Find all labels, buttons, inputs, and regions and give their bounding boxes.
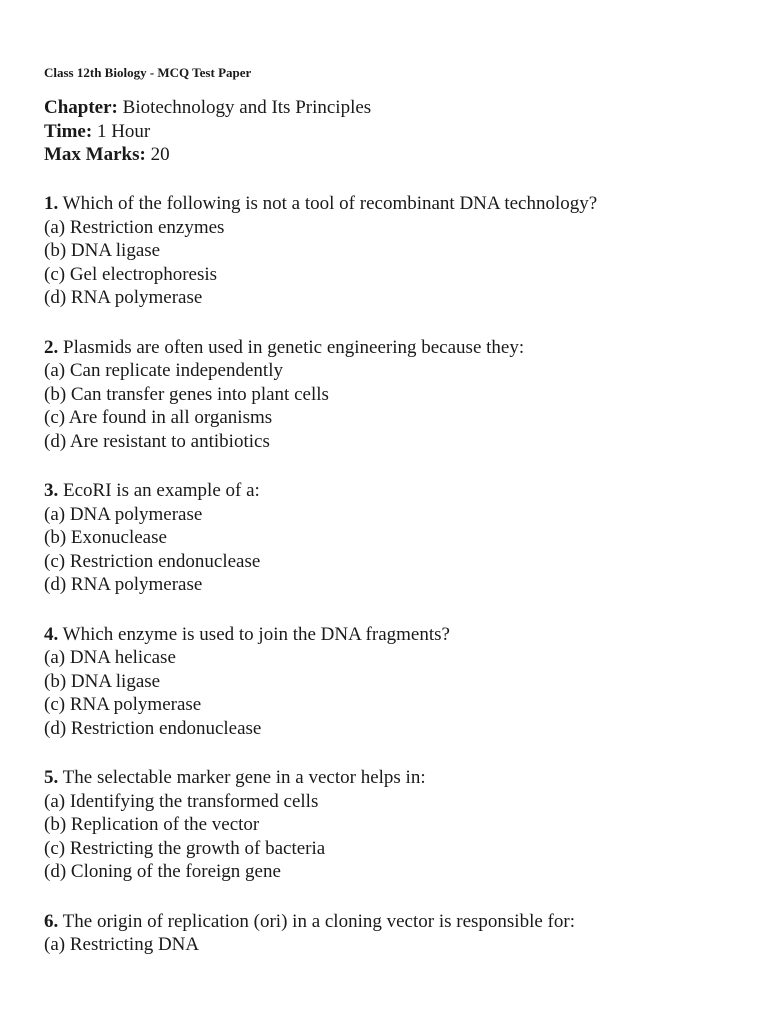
question-text xyxy=(44,192,744,216)
time-label: Time: xyxy=(44,120,93,142)
question-stem: EcoRI is an example of a: xyxy=(58,480,260,501)
question-number: 2. xyxy=(44,336,59,358)
question-3 xyxy=(44,479,744,597)
option-a: (a) Restriction enzymes xyxy=(44,216,225,238)
question-text xyxy=(44,479,744,503)
question-number: 5. xyxy=(44,767,59,788)
option-a: (a) DNA polymerase xyxy=(44,503,203,525)
document-page xyxy=(44,64,744,983)
option-a: (a) Restricting DNA xyxy=(44,934,200,955)
time-value: 1 Hour xyxy=(92,120,151,142)
option-c: (c) Restricting the growth of bacteria xyxy=(44,837,326,859)
question-stem: Plasmids are often used in genetic engineering because they: xyxy=(58,336,525,358)
chapter-label: Chapter: xyxy=(44,97,118,118)
time-line xyxy=(44,120,744,144)
question-number: 3. xyxy=(44,480,59,501)
question-text xyxy=(44,336,744,360)
option-d: (d) RNA polymerase xyxy=(44,574,203,595)
option-c: (c) Are found in all organisms xyxy=(44,407,273,428)
option-a: (a) Can replicate independently xyxy=(44,360,283,381)
question-6 xyxy=(44,910,744,957)
question-text xyxy=(44,766,744,790)
question-stem: The origin of replication (ori) in a cloning vector is responsible for: xyxy=(58,910,575,932)
chapter-line xyxy=(44,96,744,120)
question-5 xyxy=(44,766,744,884)
question-number: 4. xyxy=(44,623,59,645)
question-text xyxy=(44,910,744,934)
option-c: (c) RNA polymerase xyxy=(44,694,202,715)
option-a: (a) DNA helicase xyxy=(44,647,176,668)
question-text xyxy=(44,623,744,647)
paper-details xyxy=(44,96,744,167)
option-c: (c) Gel electrophoresis xyxy=(44,263,218,285)
option-c: (c) Restriction endonuclease xyxy=(44,550,261,572)
question-1 xyxy=(44,192,744,310)
question-stem: Which of the following is not a tool of recombinant DNA technology? xyxy=(58,193,598,214)
option-d: (d) RNA polymerase xyxy=(44,287,203,308)
option-b: (b) Exonuclease xyxy=(44,527,167,548)
option-a: (a) Identifying the transformed cells xyxy=(44,790,319,812)
option-b: (b) DNA ligase xyxy=(44,670,161,692)
question-stem: Which enzyme is used to join the DNA fragments? xyxy=(58,623,450,645)
option-b: (b) DNA ligase xyxy=(44,240,161,261)
question-number: 6. xyxy=(44,910,59,932)
max-marks-label: Max Marks: xyxy=(44,144,146,165)
question-2 xyxy=(44,336,744,454)
chapter-value: Biotechnology and Its Principles xyxy=(117,97,372,118)
option-d: (d) Cloning of the foreign gene xyxy=(44,861,281,882)
question-stem: The selectable marker gene in a vector helps in: xyxy=(58,767,426,788)
question-number: 1. xyxy=(44,193,59,214)
option-b: (b) Can transfer genes into plant cells xyxy=(44,383,329,405)
max-marks-value: 20 xyxy=(145,144,170,165)
max-marks-line xyxy=(44,143,744,167)
document-title: Class 12th Biology - MCQ Test Paper xyxy=(44,65,252,80)
question-4 xyxy=(44,623,744,741)
option-b: (b) Replication of the vector xyxy=(44,814,260,835)
option-d: (d) Are resistant to antibiotics xyxy=(44,430,270,452)
option-d: (d) Restriction endonuclease xyxy=(44,717,262,739)
